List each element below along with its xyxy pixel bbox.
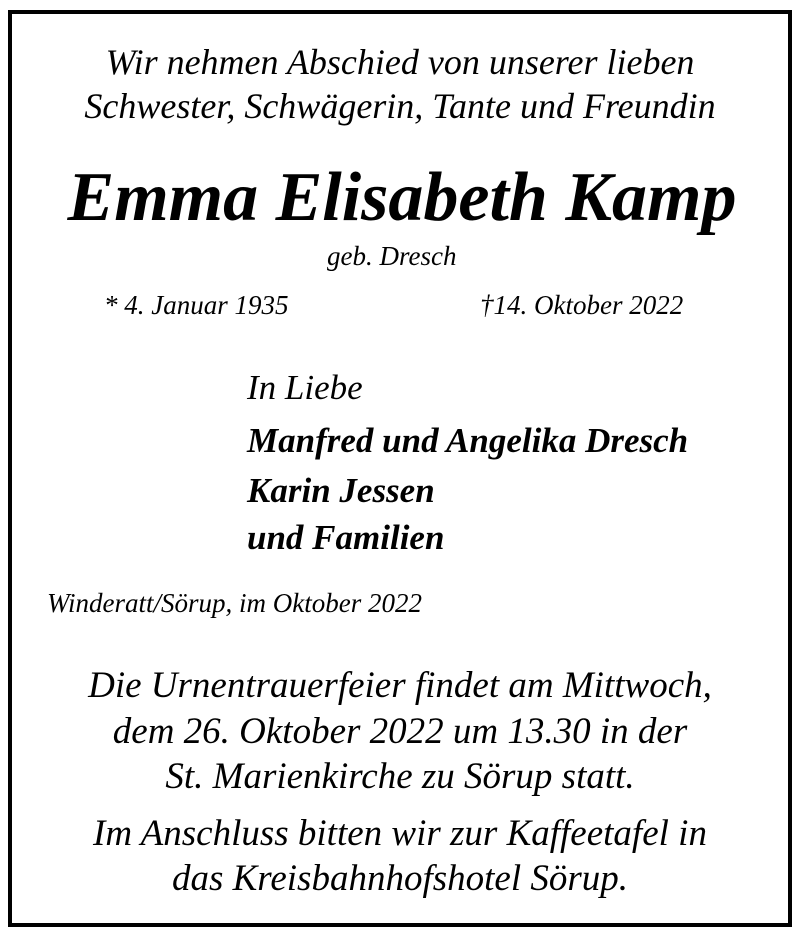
family-line-1: Manfred und Angelika Dresch (247, 421, 689, 460)
family-line-3: und Familien (247, 518, 445, 557)
place-and-date: Winderatt/Sörup, im Oktober 2022 (47, 588, 422, 618)
reception-line-1: Im Anschluss bitten wir zur Kaffeetafel in (93, 813, 707, 854)
maiden-name: geb. Dresch (327, 241, 457, 271)
reception-line-2: das Kreisbahnhofshotel Sörup. (171, 858, 628, 899)
intro-line-2: Schwester, Schwägerin, Tante und Freundin (84, 86, 716, 126)
family-line-2: Karin Jessen (247, 471, 435, 510)
intro-line-1: Wir nehmen Abschied von unserer lieben (105, 42, 695, 82)
birth-date: * 4. Januar 1935 (104, 290, 289, 320)
death-date: †14. Oktober 2022 (480, 290, 684, 320)
service-line-2: dem 26. Oktober 2022 um 13.30 in der (112, 711, 688, 752)
in-love-label: In Liebe (247, 368, 363, 407)
service-line-1: Die Urnentrauerfeier findet am Mittwoch, (88, 665, 712, 706)
deceased-name: Emma Elisabeth Kamp (67, 159, 737, 236)
service-line-3: St. Marienkirche zu Sörup statt. (165, 756, 635, 797)
